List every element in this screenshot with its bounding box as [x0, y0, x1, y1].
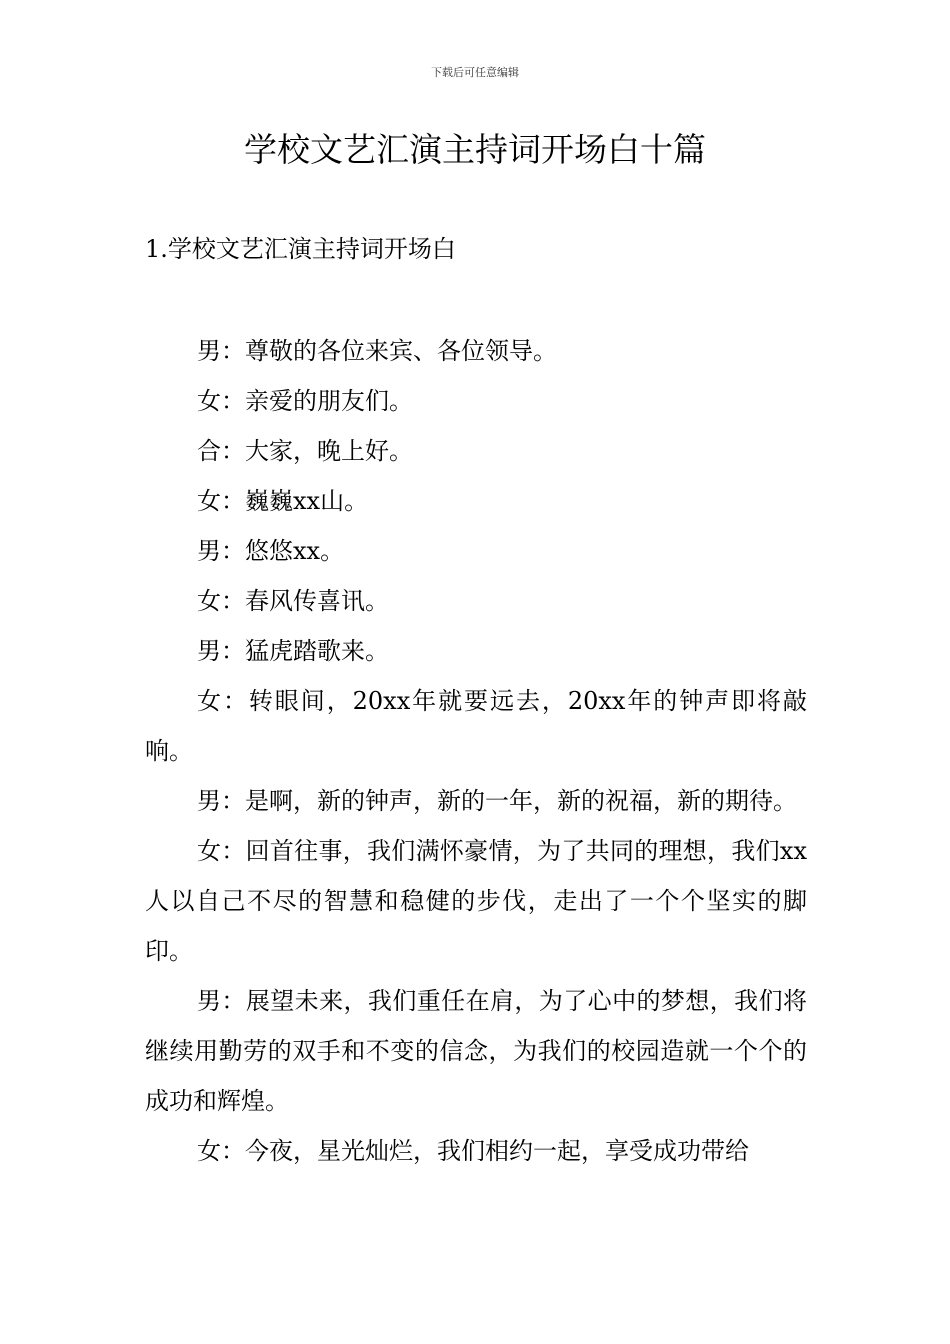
paragraph: 女：春风传喜讯。 — [197, 587, 389, 615]
paragraph: 男：猛虎踏歌来。 — [197, 637, 389, 665]
paragraph: 男：是啊，新的钟声，新的一年，新的祝福，新的期待。 — [197, 787, 797, 815]
paragraph: 男：尊敬的各位来宾、各位领导。 — [197, 337, 557, 365]
paragraph: 男：展望未来，我们重任在肩，为了心中的梦想，我们将继续用勤劳的双手和不变的信念，为我们的校园造就一个个的成功和辉煌。 — [145, 987, 807, 1115]
document-title: 学校文艺汇演主持词开场白十篇 — [244, 130, 706, 169]
paragraph: 女：回首往事，我们满怀豪情，为了共同的理想，我们xx人以自己不尽的智慧和稳健的步伐，走出了一个个坚实的脚印。 — [145, 837, 807, 965]
paragraph: 女：今夜，星光灿烂，我们相约一起，享受成功带给 — [197, 1137, 749, 1165]
body-text — [145, 326, 807, 1176]
section-heading: 1.学校文艺汇演主持词开场白 — [145, 235, 456, 263]
paragraph: 合：大家，晚上好。 — [197, 437, 413, 465]
paragraph: 女：转眼间，20xx年就要远去，20xx年的钟声即将敲响。 — [145, 687, 807, 765]
paragraph: 女：巍巍xx山。 — [197, 487, 369, 515]
header-note: 下载后可任意编辑 — [431, 66, 519, 79]
paragraph: 男：悠悠xx。 — [197, 537, 345, 565]
paragraph: 女：亲爱的朋友们。 — [197, 387, 413, 415]
